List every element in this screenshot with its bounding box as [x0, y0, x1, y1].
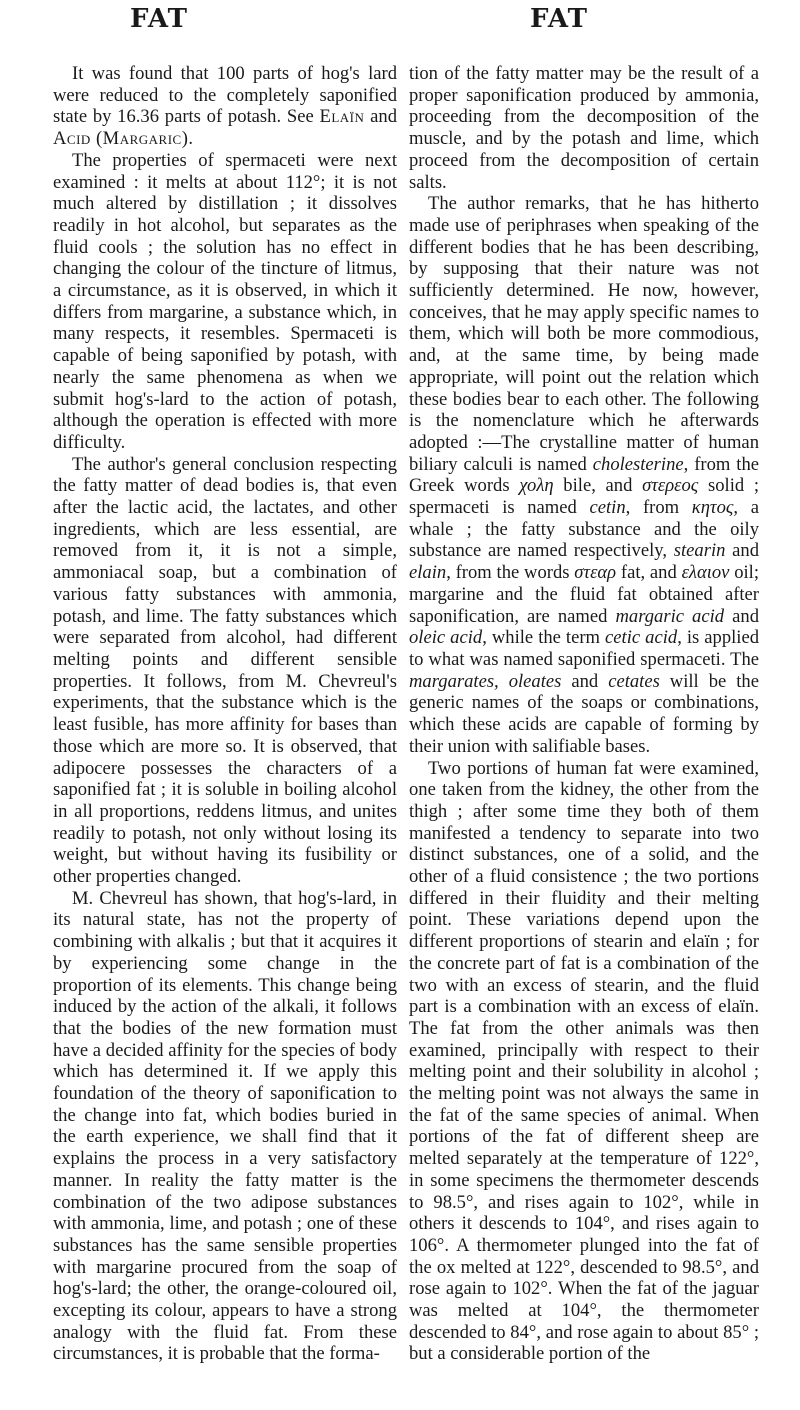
term: margarates, oleates: [409, 670, 562, 692]
greek-word: στερεος: [642, 475, 699, 497]
term: cetic acid: [605, 627, 678, 649]
term: cetin: [589, 497, 626, 519]
term: cholesterine: [592, 453, 684, 475]
term: cetates: [608, 670, 660, 692]
running-head-left: FAT: [130, 4, 189, 34]
greek-word: ελαιον: [681, 562, 730, 584]
paragraph: M. Chevreul has shown, that hog's-lard, in its natural state, has not the property of combining with alkalis ; but that it acquires it by experiencing some change in the proportion of its elements. This change being induced by the action of the alkali, it follows that the bodies of the new formation must have a decided affinity for the species of body which has determined it. If we apply this foundation of the theory of saponification to the change into fat, which bodies buried in the earth experience, we shall find that it explains the process in a very satisfactory manner. In reality the fatty matter is the combination of the two adipose substances with ammonia, lime, and potash ; one of these substances has the same sensible properties with margarine procured from the soap of hog's-lard; the other, the orange-coloured oil, excepting its colour, appears to have a strong analogy with the fluid fat. From these circumstances, it is probable that the forma-: [53, 887, 397, 1365]
running-head-right: FAT: [530, 4, 589, 34]
paragraph: The author remarks, that he has hitherto made use of periphrases when speaking of the different bodies that he has been describing, by supposing that their nature was not sufficiently determined. He now, however, conceives, that he may apply specific names to them, which will both be more commodious, and, at the same time, by being made appropriate, will point out the relation which these bodies bear to each other. The following is the nomenclature which he afterwards adopted :—The crystalline matter of human biliary calculi is named cholesterine, from the Greek words χολη bile, and στερεος solid ; spermaceti is named cetin, from κητος, a whale ; the fatty substance and the oily substance are named respectively, stearin and elain, from the words στεαρ fat, and ελαιον oil; margarine and the fluid fat obtained after saponification, are named margaric acid and oleic acid, while the term cetic acid, is applied to what was named saponified spermaceti. The margarates, oleates and cetates will be the generic names of the soaps or combinations, which these acids are capable of forming by their union with salifiable bases.: [409, 193, 760, 757]
right-column: [409, 63, 759, 1365]
term: elain: [409, 562, 447, 584]
term: stearin: [673, 540, 726, 562]
greek-word: κητος: [691, 497, 734, 519]
cross-reference: Acid (Margaric): [53, 128, 189, 150]
paragraph: It was found that 100 parts of hog's lard were reduced to the completely saponified state by 16.36 parts of potash. See Elaïn and Acid (Margaric).: [53, 63, 397, 150]
term: margaric acid: [615, 605, 725, 627]
greek-word: στεαρ: [574, 562, 617, 584]
left-column: [53, 63, 397, 1365]
paragraph-continued: tion of the fatty matter may be the result of a proper saponification produced by ammonia, proceeding from the decomposition of the muscle, and by the potash and lime, which proceed from the decomposition of certain salts.: [409, 63, 759, 193]
paragraph: The author's general conclusion respecting the fatty matter of dead bodies is, that even after the lactic acid, the lactates, and other ingredients, which are less essential, are removed from it, it is not a simple, ammoniacal soap, but a combination of various fatty substances with ammonia, potash, and lime. The fatty substances which were separated from alcohol, had different melting points and different sensible properties. It follows, from M. Chevreul's experiments, that the substance which is the least fusible, has more affinity for bases than those which are more so. It is observed, that adipocere possesses the characters of a saponified fat ; it is soluble in boiling alcohol in all proportions, reddens litmus, and unites readily to potash, not only without losing its weight, but without having its fusibility or other properties changed.: [53, 453, 397, 888]
paragraph: The properties of spermaceti were next examined : it melts at about 112°; it is not much altered by distillation ; it dissolves readily in hot alcohol, but separates as the fluid cools ; the solution has no effect in changing the colour of the tincture of litmus, a circumstance, as it is observed, in which it differs from margarine, a substance which, in many respects, it resembles. Spermaceti is capable of being saponified by potash, with nearly the same phenomena as when we submit hog's-lard to the action of potash, although the operation is effected with more difficulty.: [53, 149, 397, 453]
paragraph: Two portions of human fat were examined, one taken from the kidney, the other from the thigh ; after some time they both of them manifested a tendency to separate into two distinct substances, one of a solid, and the other of a fluid consistence ; the two portions differed in their fluidity and their melting point. These variations depend upon the different proportions of stearin and elaïn ; for the concrete part of fat is a combination of the two with an excess of stearin, and the fluid part is a combination with an excess of elaïn. The fat from the other animals was then examined, principally with respect to their melting point and their solubility in alcohol ; the melting point was not always the same in the fat of the same species of animal. When portions of the fat of different sheep are melted separately at the temperature of 122°, in some specimens the thermometer descends to 98.5°, and rises again to 102°, while in others it descends to 104°, and rises again to 106°. A thermometer plunged into the fat of the ox melted at 122°, descended to 98.5°, and rose again to 102°. When the fat of the jaguar was melted at 104°, the thermometer descended to 84°, and rose again to about 85° ; but a considerable portion of the: [409, 757, 759, 1365]
greek-word: χολη: [519, 475, 554, 497]
term: oleic acid: [409, 627, 483, 649]
cross-reference: Elaïn: [319, 106, 365, 128]
